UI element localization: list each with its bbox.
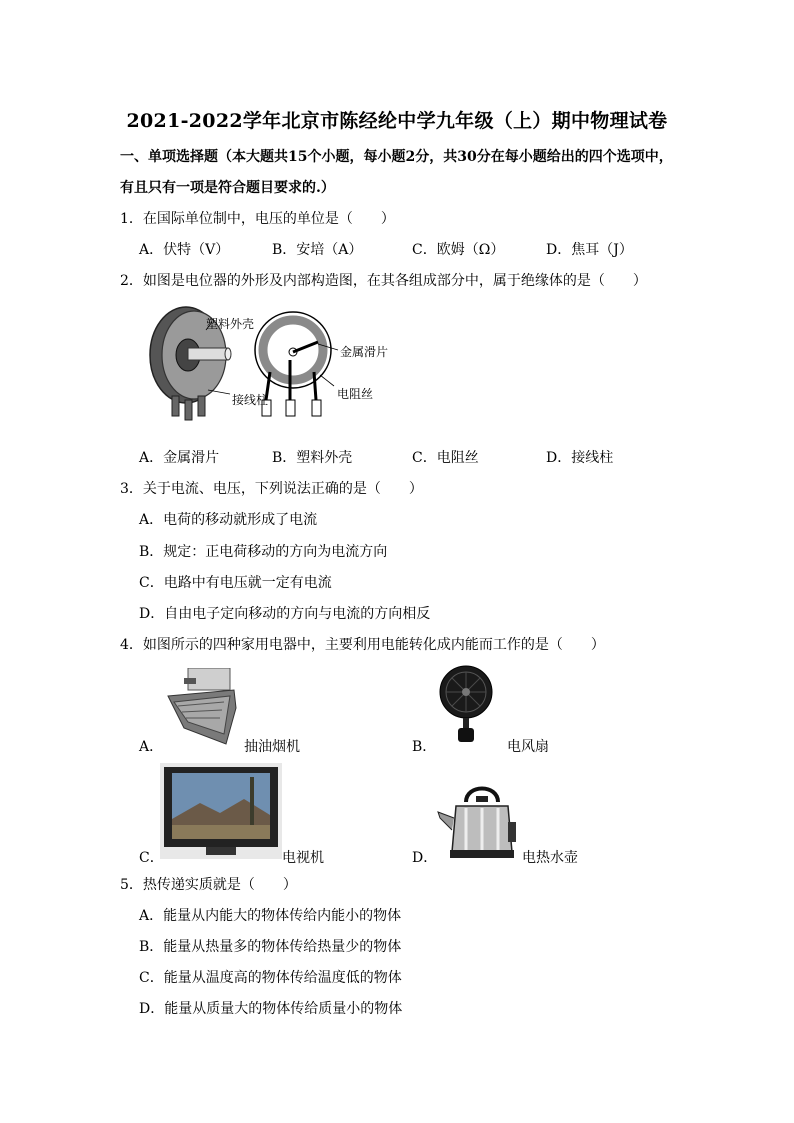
potentiometer-shaft <box>188 348 228 360</box>
terminal-3 <box>198 396 205 416</box>
question-1-option-b: B．安培（A） <box>272 242 363 258</box>
question-4-stem: 4．如图所示的四种家用电器中，主要利用电能转化成内能而工作的是（ ） <box>120 637 605 653</box>
question-5-option-a: A．能量从内能大的物体传给内能小的物体 <box>139 908 402 924</box>
question-5-option-c: C．能量从温度高的物体传给温度低的物体 <box>139 970 402 986</box>
question-3-option-d: D．自由电子定向移动的方向与电流的方向相反 <box>139 606 431 622</box>
electric-kettle-image <box>436 782 520 860</box>
question-5-stem: 5．热传递实质就是（ ） <box>120 877 297 893</box>
question-1-stem: 1．在国际单位制中，电压的单位是（ ） <box>120 211 395 227</box>
electric-fan-image <box>436 664 496 746</box>
label-television: 电视机 <box>282 850 324 866</box>
label-electric-kettle: 电热水壶 <box>522 850 578 866</box>
label-metal-slider: 金属滑片 <box>340 345 389 359</box>
question-2-option-b: B．塑料外壳 <box>272 450 353 466</box>
range-hood-image <box>164 668 242 748</box>
label-terminal: 接线柱 <box>232 393 269 407</box>
question-4-option-d: D． <box>412 850 438 866</box>
question-1-option-a: A．伏特（V） <box>139 242 230 258</box>
question-3-option-b: B．规定：正电荷移动的方向为电流方向 <box>139 544 388 560</box>
section-heading-line1: 一、单项选择题（本大题共15个小题，每小题2分，共30分在每小题给出的四个选项中， <box>120 149 673 165</box>
label-plastic-shell: 塑料外壳 <box>206 317 255 331</box>
question-2-option-a: A．金属滑片 <box>139 450 220 466</box>
television-image <box>160 763 282 859</box>
page-title: 2021-2022学年北京市陈经纶中学九年级（上）期中物理试卷 <box>126 110 668 132</box>
question-2-stem: 2．如图是电位器的外形及内部构造图，在其各组成部分中，属于绝缘体的是（ ） <box>120 273 647 289</box>
question-2-option-c: C．电阻丝 <box>412 450 479 466</box>
question-4-option-b: B． <box>412 739 437 755</box>
terminal-2 <box>185 400 192 420</box>
label-electric-fan: 电风扇 <box>507 739 549 755</box>
question-3-stem: 3．关于电流、电压，下列说法正确的是（ ） <box>120 481 423 497</box>
question-5-option-d: D．能量从质量大的物体传给质量小的物体 <box>139 1001 403 1017</box>
question-5-option-b: B．能量从热量多的物体传给热量少的物体 <box>139 939 402 955</box>
label-range-hood: 抽油烟机 <box>244 739 300 755</box>
question-3-option-a: A．电荷的移动就形成了电流 <box>139 512 318 528</box>
label-resistance-wire: 电阻丝 <box>337 387 374 401</box>
section-heading-line2: 有且只有一项是符合题目要求的.） <box>120 180 335 196</box>
question-4-option-c: C． <box>139 850 164 866</box>
question-1-option-c: C．欧姆（Ω） <box>412 242 505 258</box>
question-2-option-d: D．接线柱 <box>546 450 614 466</box>
question-4-option-a: A． <box>139 739 164 755</box>
terminal-1 <box>172 396 179 416</box>
question-1-option-d: D．焦耳（J） <box>546 242 633 258</box>
question-3-option-c: C．电路中有电压就一定有电流 <box>139 575 332 591</box>
potentiometer-figure <box>138 300 398 432</box>
